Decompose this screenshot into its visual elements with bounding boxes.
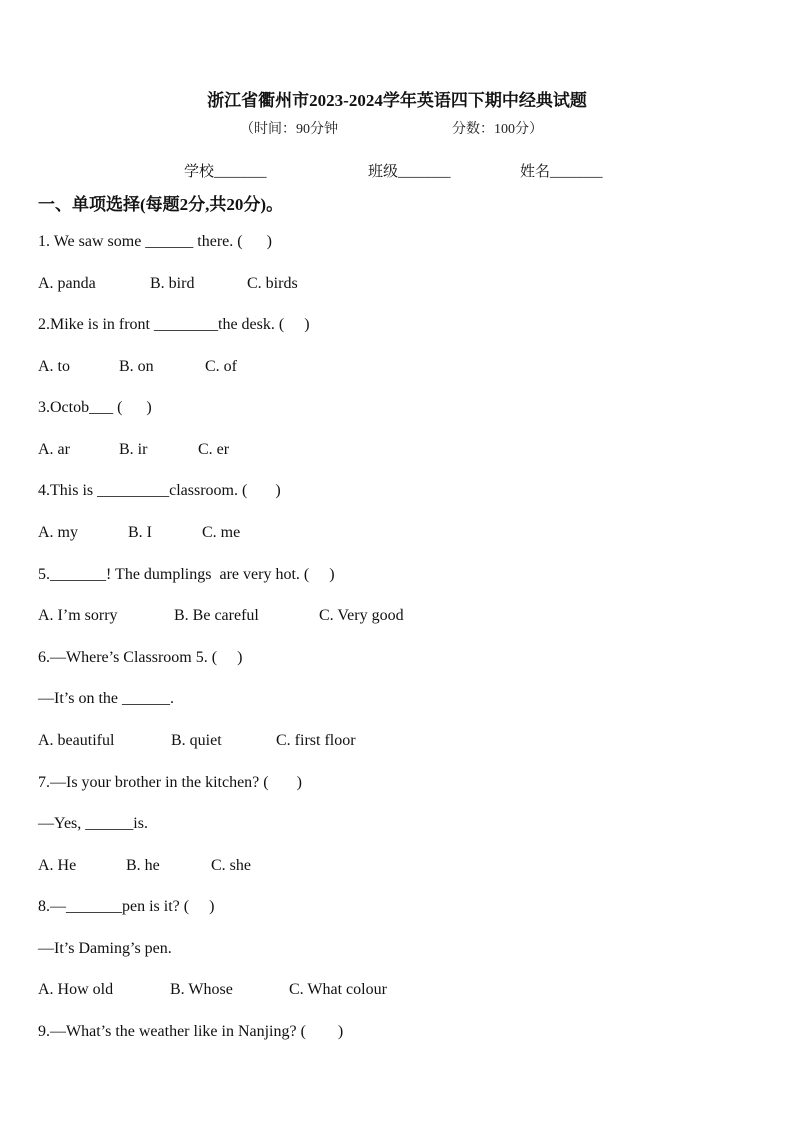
school-field[interactable]: 学校_______ bbox=[184, 164, 267, 180]
question-7-option-b[interactable]: B. he bbox=[126, 857, 160, 874]
question-3-option-c[interactable]: C. er bbox=[198, 441, 230, 458]
name-field[interactable]: 姓名_______ bbox=[520, 164, 603, 180]
exam-time: （时间：90分钟 bbox=[240, 122, 338, 137]
question-5-option-a[interactable]: A. I’m sorry bbox=[38, 607, 118, 624]
question-5-stem: 5._______! The dumplings are very hot. ( ) bbox=[38, 566, 335, 583]
question-2-option-b[interactable]: B. on bbox=[119, 358, 154, 375]
question-7-option-a[interactable]: A. He bbox=[38, 857, 77, 874]
question-8-reply: —It’s Daming’s pen. bbox=[38, 940, 172, 957]
question-7-option-c[interactable]: C. she bbox=[211, 857, 251, 874]
question-8-stem: 8.—_______pen is it? ( ) bbox=[38, 898, 215, 915]
question-6-stem: 6.—Where’s Classroom 5. ( ) bbox=[38, 649, 243, 666]
question-8-option-b[interactable]: B. Whose bbox=[170, 981, 233, 998]
question-3-stem: 3.Octob___ ( ) bbox=[38, 399, 152, 416]
question-6-option-c[interactable]: C. first floor bbox=[276, 732, 356, 749]
question-7-reply: —Yes, ______is. bbox=[38, 815, 148, 832]
question-1-option-b[interactable]: B. bird bbox=[150, 275, 195, 292]
question-4-option-c[interactable]: C. me bbox=[202, 524, 241, 541]
question-2-option-c[interactable]: C. of bbox=[205, 358, 237, 375]
question-1-option-a[interactable]: A. panda bbox=[38, 275, 96, 292]
exam-title: 浙江省衢州市2023-2024学年英语四下期中经典试题 bbox=[207, 91, 587, 110]
question-8-option-c[interactable]: C. What colour bbox=[289, 981, 387, 998]
section-title: 一、单项选择(每题2分,共20分)。 bbox=[38, 195, 284, 214]
question-3-option-a[interactable]: A. ar bbox=[38, 441, 70, 458]
question-5-option-c[interactable]: C. Very good bbox=[319, 607, 404, 624]
question-6-option-a[interactable]: A. beautiful bbox=[38, 732, 115, 749]
question-8-option-a[interactable]: A. How old bbox=[38, 981, 114, 998]
question-2-option-a[interactable]: A. to bbox=[38, 358, 70, 375]
question-4-option-b[interactable]: B. I bbox=[128, 524, 152, 541]
question-6-option-b[interactable]: B. quiet bbox=[171, 732, 222, 749]
question-6-reply: —It’s on the ______. bbox=[38, 690, 174, 707]
question-9-stem: 9.—What’s the weather like in Nanjing? ( ) bbox=[38, 1023, 344, 1040]
question-3-option-b[interactable]: B. ir bbox=[119, 441, 148, 458]
class-field[interactable]: 班级_______ bbox=[368, 164, 451, 180]
question-7-stem: 7.—Is your brother in the kitchen? ( ) bbox=[38, 774, 302, 791]
question-1-stem: 1. We saw some ______ there. ( ) bbox=[38, 233, 272, 250]
exam-score: 分数：100分） bbox=[452, 122, 543, 137]
question-4-stem: 4.This is _________classroom. ( ) bbox=[38, 482, 281, 499]
question-4-option-a[interactable]: A. my bbox=[38, 524, 78, 541]
question-5-option-b[interactable]: B. Be careful bbox=[174, 607, 259, 624]
question-1-option-c[interactable]: C. birds bbox=[247, 275, 298, 292]
question-2-stem: 2.Mike is in front ________the desk. ( ) bbox=[38, 316, 310, 333]
